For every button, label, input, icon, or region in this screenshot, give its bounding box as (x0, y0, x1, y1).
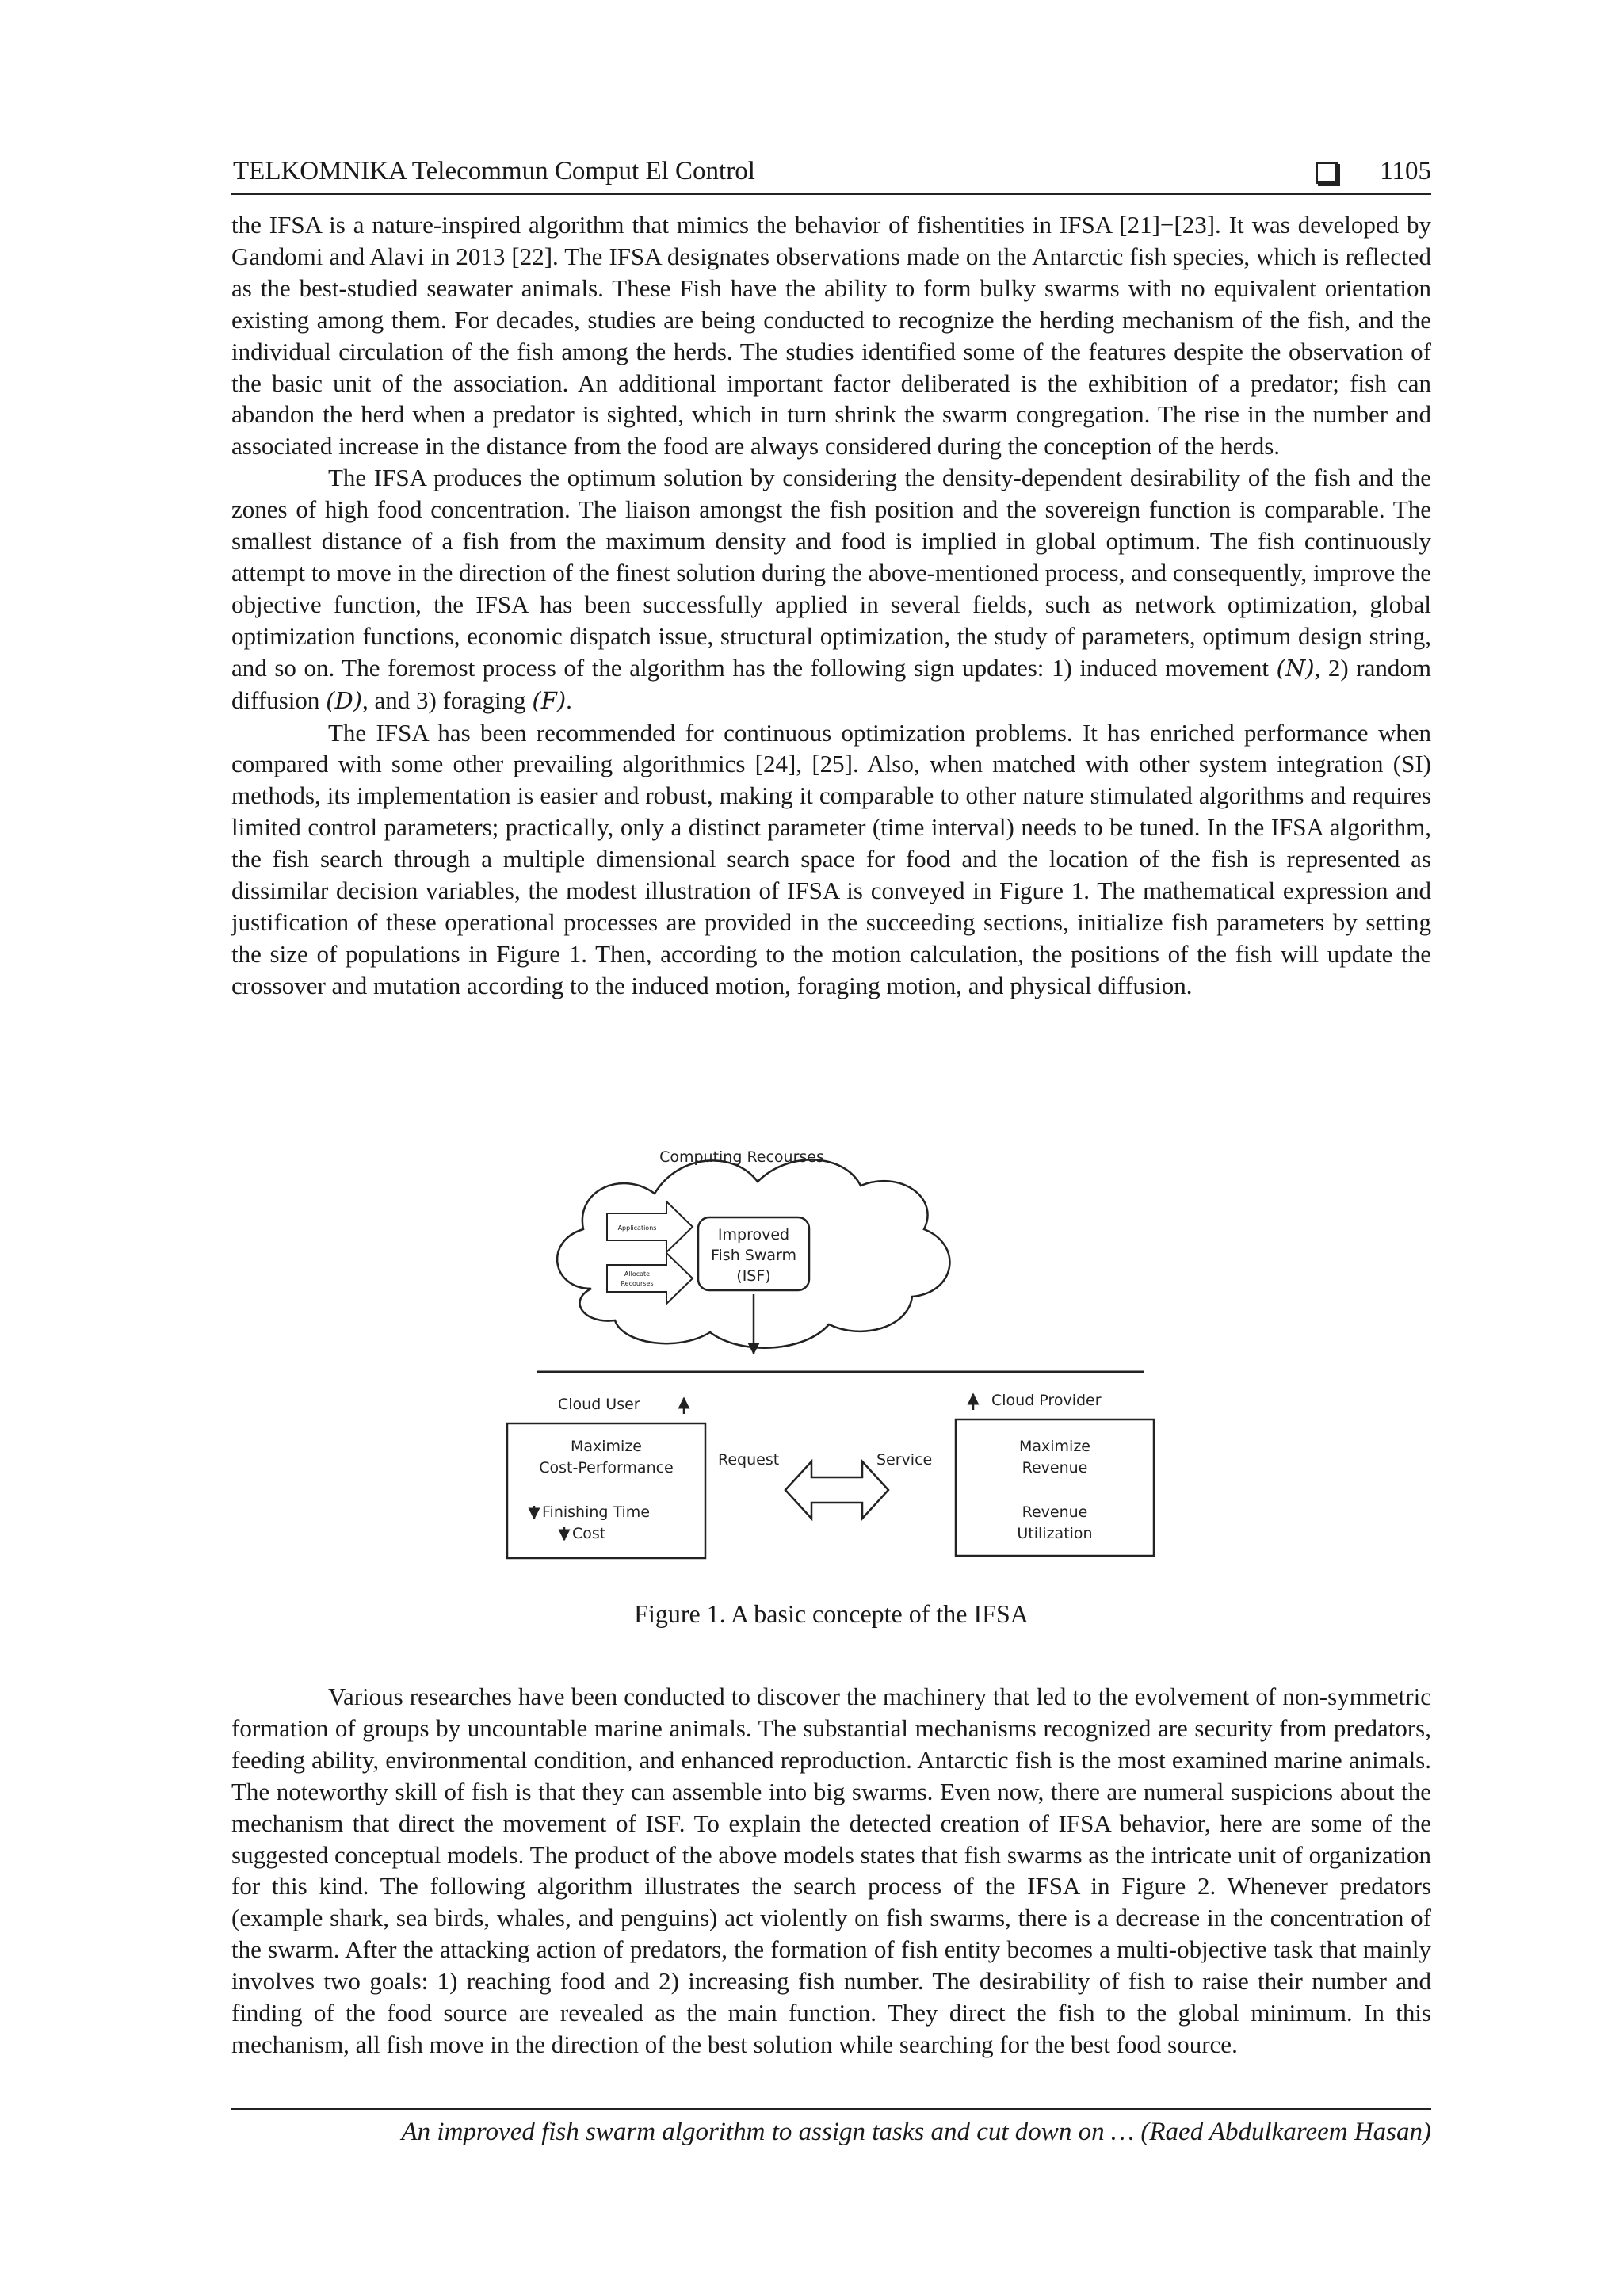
isf-label-2: Fish Swarm (710, 1247, 797, 1264)
figure-1 (496, 1138, 1170, 1590)
figure-caption: Figure 1. A basic concepte of the IFSA (634, 1599, 1029, 1628)
provider-box-line-4: Utilization (1017, 1525, 1093, 1542)
user-box-line-2: Cost-Performance (539, 1459, 674, 1477)
provider-box-line-1: Maximize (1018, 1438, 1091, 1455)
body-text-top (231, 209, 1431, 1002)
paragraph-2-text: The IFSA produces the optimum solution by considering the density-dependent desirability of the fish and the zones of high food concentration. The liaison amongst the fish position and the sovereign function is comparable. The smallest distance of a fish from the maximum density and food is implied in global optimum. The fish continuously attempt to move in the direction of the finest solution during the above-mentioned process, and consequently, improve the objective function, the IFSA has been successfully applied in several fields, such as network optimization, global optimization functions, economic dispatch issue, structural optimization, the study of parameters, optimum design string, and so on. The foremost process of the algorithm has the following sign updates: 1) induced movement (231, 464, 1431, 682)
service-label: Service (876, 1451, 933, 1469)
cloud-provider-label: Cloud Provider (991, 1392, 1102, 1409)
paragraph-2-mid2: , and 3) foraging (362, 686, 533, 714)
applications-label: Applications (617, 1224, 657, 1232)
body-text-bottom (231, 1681, 1431, 2061)
isf-label-1: Improved (717, 1226, 790, 1244)
page-number: 1105 (1380, 157, 1431, 185)
allocate-label-2: Recourses (621, 1280, 654, 1287)
cloud-user-label: Cloud User (558, 1396, 640, 1413)
isf-label-3: (ISF) (736, 1267, 771, 1285)
paragraph-4: Various researches have been conducted to discover the machinery that led to the evolvement of non-symmetric formation of groups by uncountable marine animals. The substantial mechanisms recognized are security from predators, feeding ability, environmental condition, and enhanced reproduction. Antarctic fish is the most examined marine animals. The noteworthy skill of fish is that they can assemble into big swarms. Even now, there are numeral suspicions about the mechanism that direct the movement of ISF. To explain the detected creation of IFSA behavior, here are some of the suggested conceptual models. The product of the above models states that fish swarms as the intricate unit of organization for this kind. The following algorithm illustrates the search process of the IFSA in Figure 2. Whenever predators (example shark, sea birds, whales, and penguins) act violently on fish swarms, there is a decrease in the concentration of the swarm. After the attacking action of predators, the formation of fish entity becomes a multi-objective task that mainly involves two goals: 1) reaching food and 2) increasing fish number. The desirability of fish to raise their number and finding of the food source are revealed as the main function. They direct the fish to the global minimum. In this mechanism, all fish move in the direction of the best solution while searching for the best food source. (231, 1683, 1431, 2058)
request-service-double-arrow (785, 1461, 888, 1519)
math-d: (D) (326, 686, 363, 714)
provider-box-line-2: Revenue (1022, 1459, 1088, 1477)
paragraph-2-mid: , 2) random diffusion (231, 653, 1431, 714)
paragraph-2 (231, 462, 1431, 716)
math-n: (N) (1276, 654, 1315, 682)
square-bullet-icon (1316, 162, 1338, 184)
paragraph-3: The IFSA has been recommended for continuous optimization problems. It has enriched performance when compared with some other prevailing algorithmics [24], [25]. Also, when matched with other system integration (SI) methods, its implementation is easier and robust, making it comparable to other nature stimulated algorithms and requires limited control parameters; practically, only a distinct parameter (time interval) needs to be tuned. In the IFSA algorithm, the fish search through a multiple dimensional search space for food and the location of the fish is represented as dissimilar decision variables, the modest illustration of IFSA is conveyed in Figure 1. The mathematical expression and justification of these operational processes are provided in the succeeding sections, initialize fish parameters by setting the size of populations in Figure 1. Then, according to the motion calculation, the positions of the fish will update the crossover and mutation according to the induced motion, foraging motion, and physical diffusion. (231, 718, 1431, 999)
allocate-label-1: Allocate (624, 1270, 651, 1278)
request-label: Request (718, 1451, 780, 1469)
cloud-title: Computing Recourses (659, 1148, 824, 1166)
journal-title: TELKOMNIKA Telecommun Comput El Control (233, 157, 755, 185)
user-box-line-1: Maximize (570, 1438, 643, 1455)
paragraph-1: the IFSA is a nature-inspired algorithm that mimics the behavior of fishentities in IFSA [21]−[23]. It was developed by Gandomi and Alavi in 2013 [22]. The IFSA designates observations made on the Antarctic fish species, which is reflected as the best-studied seawater animals. These Fish have the ability to form bulky swarms with no equivalent orientation existing among them. For decades, studies are being conducted to recognize the herding mechanism of the fish, and the individual circulation of the fish among the herds. The studies identified some of the features despite the observation of the basic unit of the association. An additional important factor deliberated is the exhibition of a predator; fish can abandon the herd when a predator is sighted, which in turn shrink the swarm congregation. The rise in the number and associated increase in the distance from the food are always considered during the conception of the herds. (231, 211, 1431, 460)
running-footer: An improved fish swarm algorithm to assign tasks and cut down on … (Raed Abdulkareem Hasan) (231, 2108, 1431, 2147)
paragraph-2-end: . (566, 686, 572, 714)
running-header (231, 155, 1431, 195)
user-box-line-4: Cost (572, 1525, 606, 1542)
math-f: (F) (532, 686, 567, 714)
figure-1-diagram (496, 1138, 1170, 1590)
provider-box-line-3: Revenue (1022, 1503, 1088, 1521)
user-box-line-3: Finishing Time (542, 1503, 651, 1521)
